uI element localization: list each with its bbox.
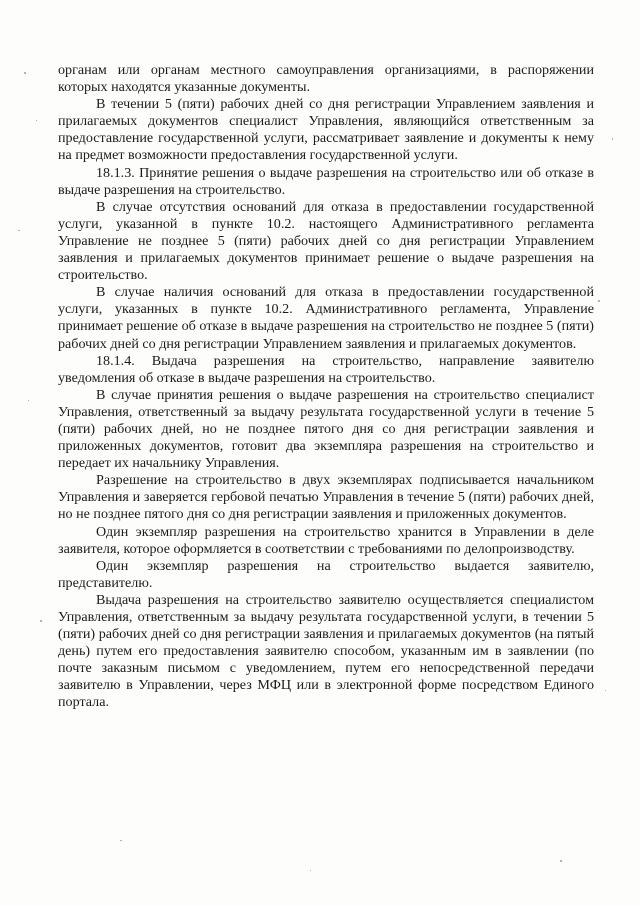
scan-speck: [605, 690, 606, 691]
scan-speck: [36, 120, 37, 121]
paragraph-continuation: органам или органам местного самоуправления организациями, в распоряжении которых находятся указанные документы.: [58, 62, 594, 96]
document-body: [58, 62, 594, 712]
paragraph-review-period: В течении 5 (пяти) рабочих дней со дня регистрации Управлением заявления и прилагаемых документов специалист Управления, являющийся ответственным за предоставление государственной услуги, рассматривает заявление и документы к нему на предмет возможности предоставления государственной услуги.: [58, 96, 594, 164]
scan-speck: [18, 230, 20, 231]
scan-speck: [28, 400, 29, 401]
paragraph-copy-issued: Один экземпляр разрешения на строительство выдается заявителю, представителю.: [58, 557, 594, 591]
scan-speck: [120, 840, 122, 841]
scan-speck: [560, 860, 562, 862]
paragraph-permit-preparation: В случае принятия решения о выдаче разрешения на строительство специалист Управления, ответственный за выдачу результата государственной услуги в течение 5 (пяти) рабочих дней, но не позднее пятого дня со дня регистрации заявления и приложенных документов, готовит два экземпляра разрешения на строительство и передает их начальнику Управления.: [58, 386, 594, 472]
scan-speck: [310, 870, 311, 871]
scan-speck: [40, 620, 42, 622]
scan-speck: [612, 138, 613, 140]
scan-speck: [24, 72, 26, 74]
paragraph-permit-delivery: Выдача разрешения на строительство заявителю осуществляется специалистом Управления, ответственным за выдачу результата государственной услуги, в течении 5 (пяти) рабочих дней со дня регистрации заявления и прилагаемых документов (на пятый день) путем его предоставления заявителю способом, указанным им в заявлении (по почте заказным письмом с уведомлением, путем его непосредственной передачи заявителю в Управлении, через МФЦ или в электронной форме посредством Единого портала.: [58, 591, 594, 711]
paragraph-copy-stored: Один экземпляр разрешения на строительство хранится в Управлении в деле заявителя, которое оформляется в соответствии с требованиями по делопроизводству.: [58, 523, 594, 557]
paragraph-refusal-grounds: В случае наличия оснований для отказа в предоставлении государственной услуги, указанных в пункте 10.2. Административного регламента, Управление принимает решение об отказе в выдаче разрешения на строительство не позднее 5 (пяти) рабочих дней со дня регистрации Управлением заявления и прилагаемых документов.: [58, 284, 594, 352]
paragraph-no-refusal-grounds: В случае отсутствия оснований для отказа в предоставлении государственной услуги, указанной в пункте 10.2. настоящего Административного регламента Управление не позднее 5 (пяти) рабочих дней со дня регистрации Управлением заявления и прилагаемых документов принимает решение о выдаче разрешения на строительство.: [58, 198, 594, 284]
scan-speck: [598, 300, 600, 302]
paragraph-section-18-1-4: 18.1.4. Выдача разрешения на строительство, направление заявителю уведомления об отказе в выдаче разрешения на строительство.: [58, 352, 594, 386]
paragraph-permit-signing: Разрешение на строительство в двух экземплярах подписывается начальником Управления и заверяется гербовой печатью Управления в течение 5 (пяти) рабочих дней, но не позднее пятого дня со дня регистрации заявления и приложенных документов.: [58, 472, 594, 523]
paragraph-section-18-1-3: 18.1.3. Принятие решения о выдаче разрешения на строительство или об отказе в выдаче разрешения на строительство.: [58, 164, 594, 198]
